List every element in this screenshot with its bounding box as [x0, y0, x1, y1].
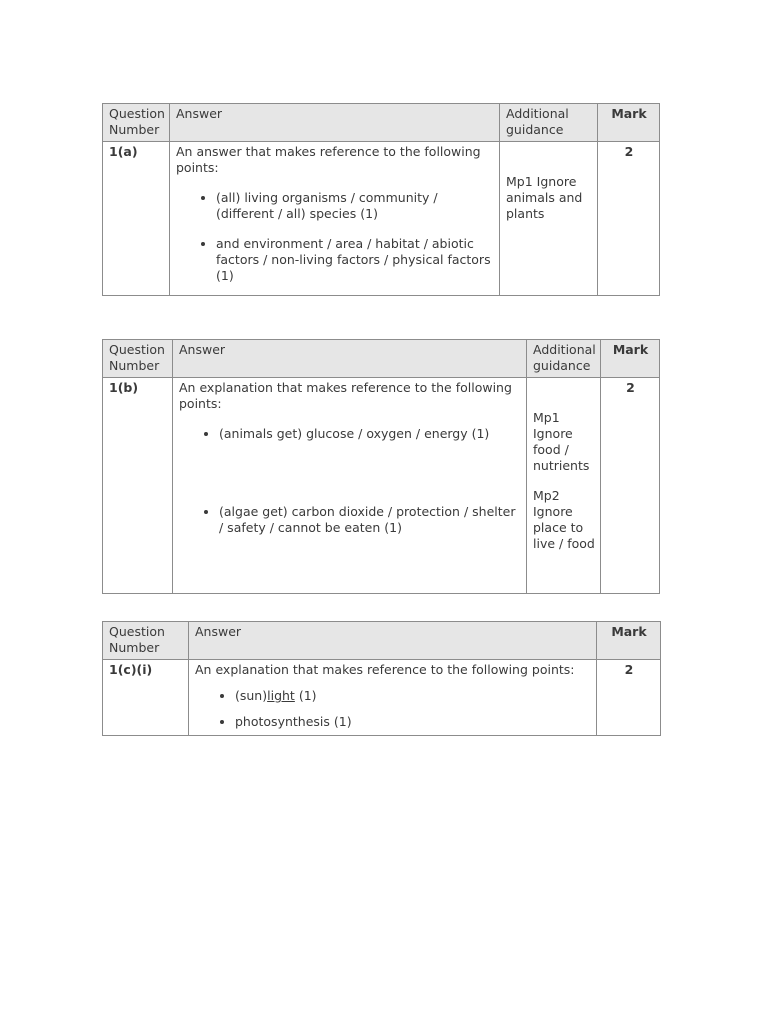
answer-intro: An answer that makes reference to the following points:: [176, 144, 481, 175]
answer-intro: An explanation that makes reference to the following points:: [179, 380, 512, 411]
underlined-keyword: light: [267, 688, 295, 703]
answer-points: [195, 688, 591, 730]
answer-point: [235, 688, 591, 704]
header-question-number: Question Number: [103, 104, 170, 142]
header-answer: Answer: [189, 622, 597, 660]
header-answer: Answer: [170, 104, 500, 142]
mark-value: 2: [598, 142, 660, 296]
guidance-cell: [527, 378, 601, 594]
guidance-text: Mp2 Ignore place to live / food: [533, 488, 595, 551]
answer-cell: [173, 378, 527, 594]
header-additional-guidance: Additional guidance: [527, 340, 601, 378]
answer-points: [179, 426, 521, 536]
mark-scheme-table-1a: [102, 103, 660, 296]
header-additional-guidance: Additional guidance: [500, 104, 598, 142]
question-number: 1(a): [103, 142, 170, 296]
answer-point: • photosynthesis (1): [235, 714, 591, 730]
guidance-text: Mp1 Ignore food / nutrients: [533, 410, 590, 473]
answer-points: [176, 190, 494, 284]
mark-scheme-table-1ci: [102, 621, 661, 736]
mark-scheme-table-1b: [102, 339, 660, 594]
header-mark: Mark: [598, 104, 660, 142]
answer-point: • (animals get) glucose / oxygen / energy (1): [219, 426, 521, 442]
answer-cell: [170, 142, 500, 296]
question-number: 1(b): [103, 378, 173, 594]
question-number: 1(c)(i): [103, 660, 189, 736]
header-question-number: Question Number: [103, 340, 173, 378]
guidance-cell: [500, 142, 598, 296]
guidance-text: Mp1 Ignore animals and plants: [506, 174, 583, 221]
mark-value: 2: [601, 378, 660, 594]
header-answer: Answer: [173, 340, 527, 378]
point-suffix: (1): [294, 688, 317, 703]
header-mark: Mark: [601, 340, 660, 378]
answer-point: • (algae get) carbon dioxide / protection / shelter / safety / cannot be eaten (1): [219, 504, 521, 536]
answer-intro: An explanation that makes reference to the following points:: [195, 662, 575, 677]
answer-point: • (all) living organisms / community / (different / all) species (1): [216, 190, 494, 222]
header-mark: Mark: [597, 622, 661, 660]
mark-value: 2: [597, 660, 661, 736]
answer-cell: [189, 660, 597, 736]
header-question-number: Question Number: [103, 622, 189, 660]
point-prefix: (sun): [235, 688, 268, 703]
answer-point: • and environment / area / habitat / abiotic factors / non-living factors / physical factors (1): [216, 236, 494, 284]
